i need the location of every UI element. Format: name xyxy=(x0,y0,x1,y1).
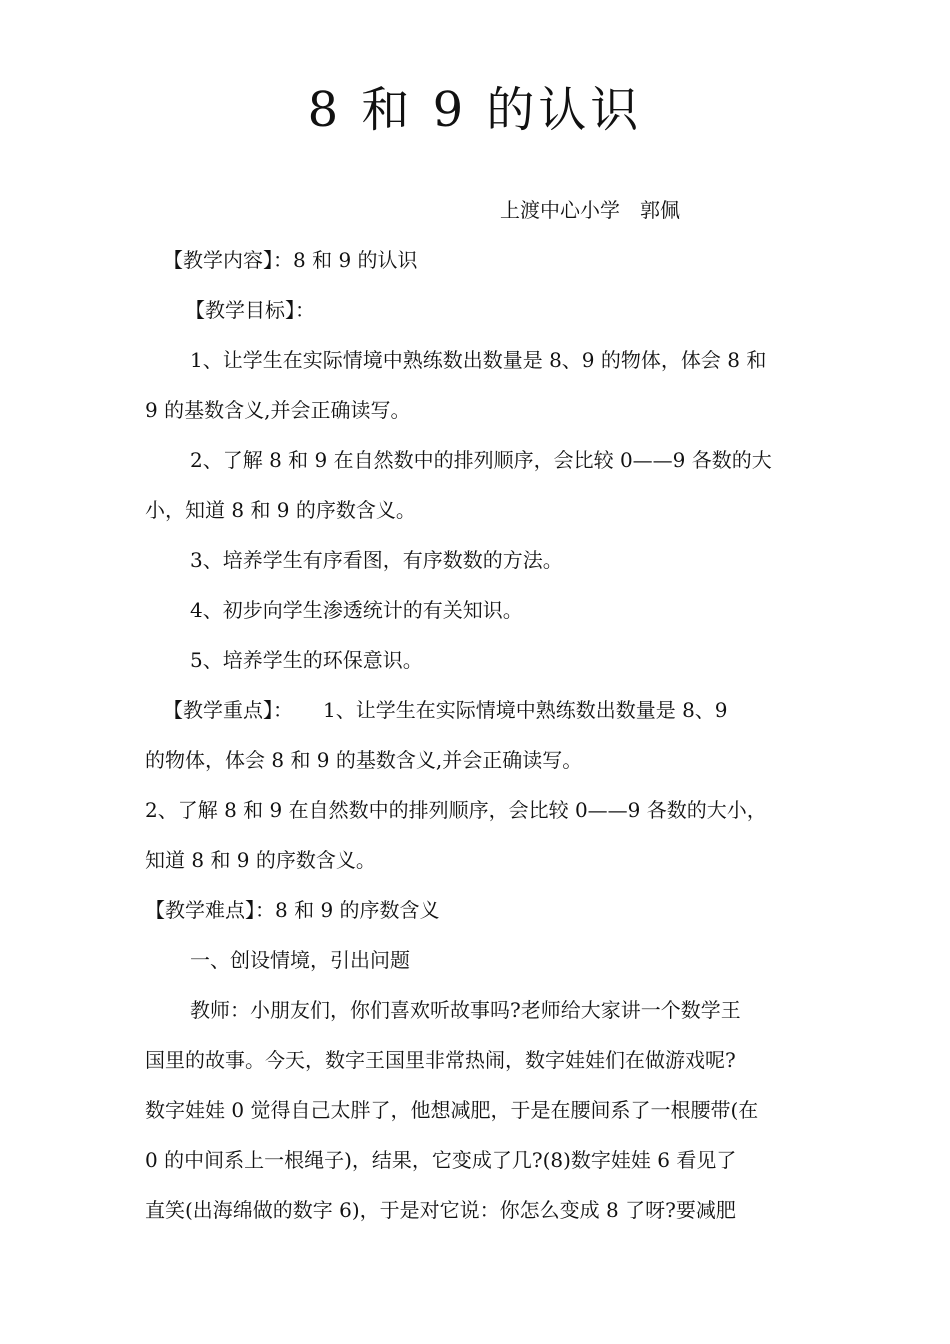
goal-1-line-1: 1、让学生在实际情境中熟练数出数量是 8、9 的物体，体会 8 和 xyxy=(190,348,767,372)
story-line-5: 直笑(出海绵做的数字 6)，于是对它说：你怎么变成 8 了呀?要减肥 xyxy=(145,1198,736,1222)
teaching-content-line: 【教学内容】：8 和 9 的认识 xyxy=(163,248,418,272)
difficult-points-line: 【教学难点】：8 和 9 的序数含义 xyxy=(145,898,440,922)
teaching-goals-heading: 【教学目标】： xyxy=(185,298,315,322)
story-line-1: 教师：小朋友们，你们喜欢听故事吗?老师给大家讲一个数学王 xyxy=(190,998,741,1022)
story-line-4: 0 的中间系上一根绳子)，结果，它变成了几?(8)数字娃娃 6 看见了 xyxy=(145,1148,737,1172)
story-line-3: 数字娃娃 0 觉得自己太胖了，他想减肥，于是在腰间系了一根腰带(在 xyxy=(145,1098,759,1122)
goal-1-line-2: 9 的基数含义,并会正确读写。 xyxy=(145,398,411,422)
key-points-line-3: 2、了解 8 和 9 在自然数中的排列顺序，会比较 0——9 各数的大小， xyxy=(145,798,767,822)
goal-2-line-2: 小，知道 8 和 9 的序数含义。 xyxy=(145,498,416,522)
goal-5-line: 5、培养学生的环保意识。 xyxy=(190,648,423,672)
story-line-2: 国里的故事。今天，数字王国里非常热闹，数字娃娃们在做游戏呢? xyxy=(145,1048,736,1072)
goal-2-line-1: 2、了解 8 和 9 在自然数中的排列顺序，会比较 0——9 各数的大 xyxy=(190,448,772,472)
author-line: 上渡中心小学 郭佩 xyxy=(500,198,680,222)
key-points-line-2: 的物体，体会 8 和 9 的基数含义,并会正确读写。 xyxy=(145,748,583,772)
goal-3-line: 3、培养学生有序看图，有序数数的方法。 xyxy=(190,548,563,572)
key-points-line-1: 【教学重点】： 1、让学生在实际情境中熟练数出数量是 8、9 xyxy=(163,698,728,722)
key-points-line-4: 知道 8 和 9 的序数含义。 xyxy=(145,848,376,872)
section-heading-1: 一、创设情境，引出问题 xyxy=(190,948,410,972)
goal-4-line: 4、初步向学生渗透统计的有关知识。 xyxy=(190,598,523,622)
document-title: 8 和 9 的认识 xyxy=(307,82,643,138)
